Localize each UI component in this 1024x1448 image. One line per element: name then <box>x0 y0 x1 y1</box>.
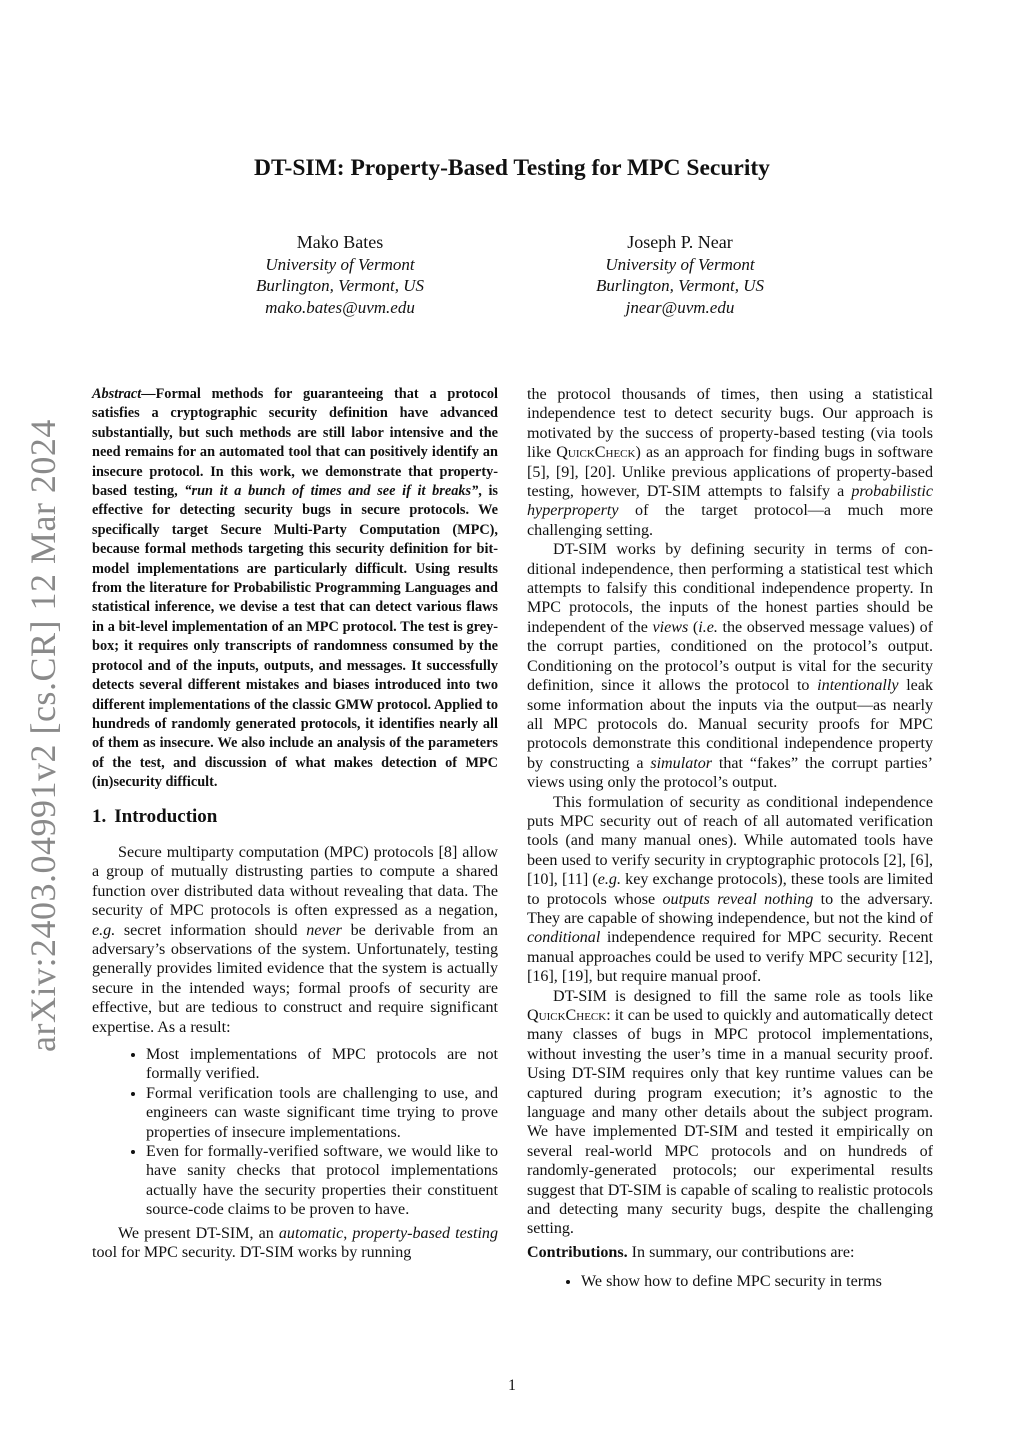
right-column <box>527 385 933 1292</box>
intro-bullet-list <box>92 1045 498 1220</box>
author-name: Joseph P. Near <box>627 232 733 252</box>
left-column <box>92 385 498 1262</box>
author-block-2 <box>530 232 830 318</box>
abstract-label: Abstract <box>92 386 142 402</box>
body-paragraph: DT-SIM is designed to fill the same role as tools like QuickCheck: it can be used to quickly and automatically detect many classes of bugs in MPC protocol implementations, without investing the user’s time in a manual security proof. Using DT-SIM requires only that key runtime values can be captured during program execution; it’s agnostic to the language and many other details about the subject program. We have implemented DT-SIM and tested it empirically on several real-world MPC protocols and on hundreds of randomly-generated protocols; our experimental results suggest that DT-SIM is capable of scaling to realistic protocols and detecting many security bugs, despite the challenging setting. <box>527 987 933 1238</box>
section-heading <box>92 807 498 826</box>
list-item: • We show how to define MPC security in terms <box>581 1272 933 1291</box>
body-paragraph: DT-SIM works by defining security in terms of conditional independence, then performing a statistical test which attempts to falsify this conditional independence property. In MPC protocols, the inputs of the honest parties should be independent of the views (i.e. the observed message values) of the corrupt parties, conditioned on the protocol’s output. Conditioning on the protocol’s output is vital for the security definition, since it allows the protocol to intentionally leak some information about the inputs via the output—as nearly all MPC protocols do. Manual security proofs for MPC protocols demonstrate this conditional independence property by constructing a simulator that “fakes” the corrupt parties’ views using only the protocol’s output. <box>527 541 934 792</box>
section-number: 1. <box>92 805 107 827</box>
list-item: • Most implementations of MPC protocols are not formally verified. <box>146 1045 498 1084</box>
abstract <box>92 385 498 793</box>
author-location: Burlington, Vermont, US <box>255 276 425 295</box>
contributions-label: Contributions. <box>527 1243 628 1261</box>
list-item: • Formal verification tools are challenging to use, and engineers can waste significant time trying to prove properties of insecure implementations. <box>146 1084 498 1142</box>
body-paragraph: the protocol thousands of times, then using a statistical independence test to detect security bugs. Our approach is motivated by the success of property-based testing (via tools like QuickCheck) as an approach for finding bugs in software [5], [9], [20]. Unlike previous applications of property-based testing, however, DT-SIM attempts to falsify a probabilistic hyperproperty of the target protocol—a much more challenging setting. <box>527 386 933 539</box>
author-block-1 <box>190 232 490 318</box>
tool-name: QuickCheck <box>556 444 636 462</box>
intro-paragraph: We present DT-SIM, an automatic, property-based testing tool for MPC security. DT-SIM works by running <box>92 1224 499 1262</box>
author-affiliation: University of Vermont <box>265 254 415 274</box>
list-item: • Even for formally-verified software, we would like to have sanity checks that protocol implementations actually have the security properties their constituent source-code claims to be proven to have. <box>146 1142 498 1220</box>
page-number: 1 <box>508 1377 516 1394</box>
body-paragraph: This formulation of security as conditional independence puts MPC security out of reach of all automated verification tools (and many manual ones). While automated tools have been used to verify security in cryptographic protocols [2], [6], [10], [11] (e.g. key exchange protocols), these tools are limited to protocols whose outputs reveal nothing to the adversary. They are capable of showing independence, but not the kind of conditional independence required for MPC security. Recent manual approaches could be used to verify MPC security [12], [16], [19], but require manual proof. <box>527 793 933 986</box>
abstract-text: —Formal methods for guaranteeing that a protocol satisfies a cryptographic security definition have advanced substantially, but such methods are still labor intensive and the need remains for an automated tool that can positively identify an insecure protocol. In this work, we demonstrate that property-based testing, <box>92 386 498 500</box>
section-title: Introduction <box>114 805 218 827</box>
paper-title: DT-SIM: Property-Based Testing for MPC Security <box>254 155 770 181</box>
intro-paragraph: Secure multiparty computation (MPC) protocols [8] allow a group of mutually distrusting parties to compute a shared function over distributed data without revealing that data. The security of MPC protocols is often expressed as a negation, e.g. secret information should never be derivable from an adversary’s observations of the system. Unfortunately, testing generally provides limited evidence that the system is actually secure in the intended ways; formal proofs of security are effective, but are tedious to construct and require significant expertise. As a result: <box>92 843 498 1036</box>
author-email: mako.bates@uvm.edu <box>265 297 415 317</box>
author-email: jnear@uvm.edu <box>625 297 735 317</box>
author-location: Burlington, Vermont, US <box>595 276 765 295</box>
contributions-list <box>527 1272 933 1291</box>
abstract-quote: “run it a bunch of times and see if it breaks” <box>184 483 479 500</box>
author-affiliation: University of Vermont <box>605 254 755 274</box>
abstract-text: , is effective for detecting security bugs in secure protocols. We specifically target Secure Multi-Party Computation (MPC), because formal methods targeting this security definition for bit-model implementations are particularly difficult. Using results from the literature for Probabilistic Programming Languages and statistical inference, we devise a test that can detect various flaws in a bit-level implementation of an MPC protocol. The test is grey-box; it requires only transcripts of randomness consumed by the protocol and of the inputs, outputs, and messages. It successfully detects several different mistakes and biases introduced into two different implementations of the classic GMW protocol. Applied to hundreds of randomly generated protocols, it identifies nearly all of them as insecure. We also include an analysis of the parameters of the test, and discussion of what makes detection of MPC (in)security difficult. <box>92 483 498 791</box>
author-name: Mako Bates <box>296 232 384 252</box>
tool-name: QuickCheck <box>527 1007 607 1024</box>
arxiv-stamp: arXiv:2403.04991v2 [cs.CR] 12 Mar 2024 <box>23 419 63 1052</box>
contributions-paragraph: Contributions. In summary, our contributions are: <box>527 1243 855 1261</box>
